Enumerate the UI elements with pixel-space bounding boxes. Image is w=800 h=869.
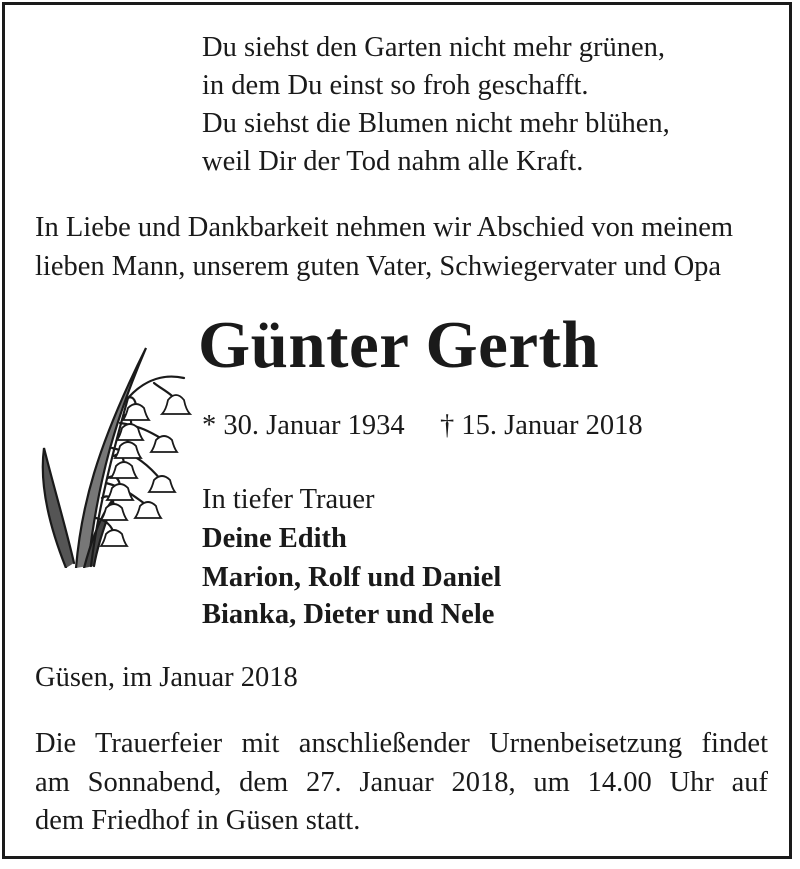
mourner-name: Bianka, Dieter und Nele bbox=[202, 599, 495, 630]
poem-line: Du siehst die Blumen nicht mehr blühen, bbox=[202, 108, 670, 139]
intro-line: lieben Mann, unserem guten Vater, Schwiegervater und Opa bbox=[35, 251, 722, 282]
place-date: Güsen, im Januar 2018 bbox=[35, 662, 298, 693]
birth-date: * 30. Januar 1934 bbox=[202, 410, 405, 441]
poem-line: in dem Du einst so froh geschafft. bbox=[202, 70, 589, 101]
service-line: Die Trauerfeier mit anschließender Urnenbeisetzung findet bbox=[35, 728, 768, 759]
poem-line: weil Dir der Tod nahm alle Kraft. bbox=[202, 146, 584, 177]
service-line: am Sonnabend, dem 27. Januar 2018, um 14.00 Uhr auf bbox=[35, 767, 768, 798]
mourning-heading: In tiefer Trauer bbox=[202, 484, 375, 515]
deceased-name: Günter Gerth bbox=[198, 308, 600, 382]
mourner-name: Marion, Rolf und Daniel bbox=[202, 562, 502, 593]
mourner-name: Deine Edith bbox=[202, 523, 347, 554]
intro-line: In Liebe und Dankbarkeit nehmen wir Abschied von meinem bbox=[35, 212, 734, 243]
death-date: † 15. Januar 2018 bbox=[440, 410, 643, 441]
poem-line: Du siehst den Garten nicht mehr grünen, bbox=[202, 32, 665, 63]
service-line: dem Friedhof in Güsen statt. bbox=[35, 805, 361, 836]
lily-of-the-valley-icon bbox=[36, 338, 196, 568]
